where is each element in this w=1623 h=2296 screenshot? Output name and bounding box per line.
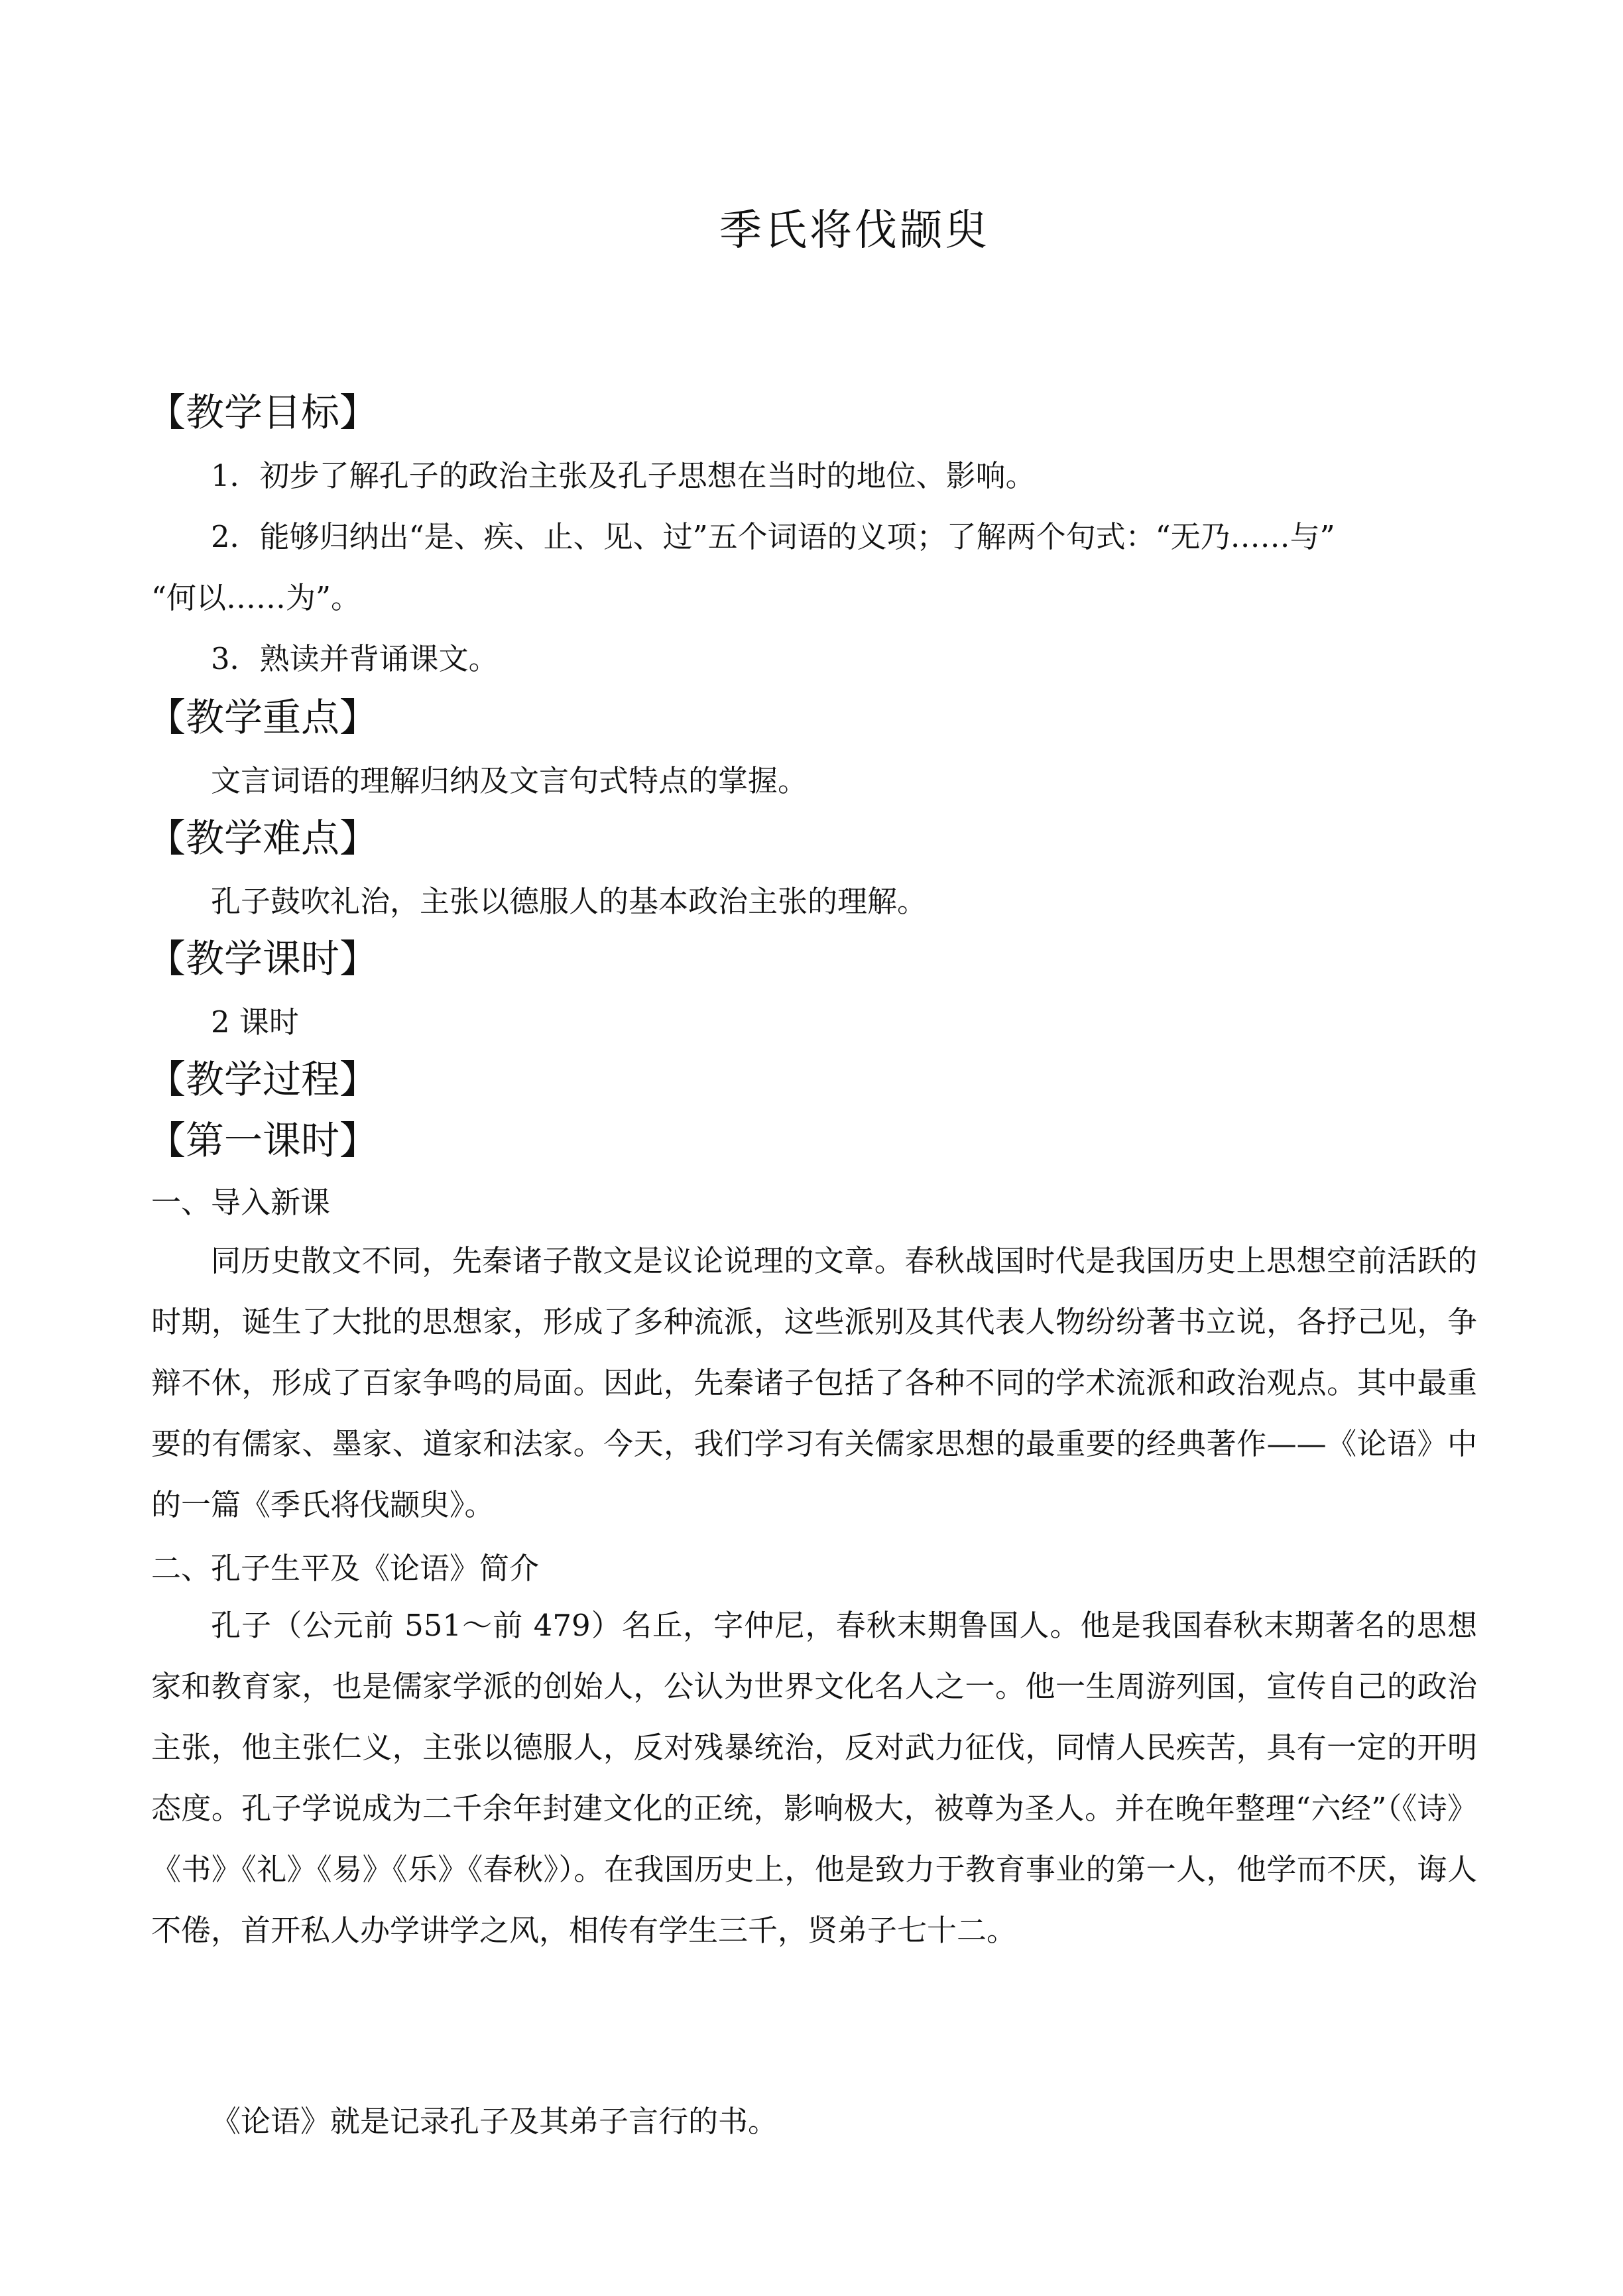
heading-first-period: 【第一课时】 xyxy=(147,1118,379,1163)
heading-process: 【教学过程】 xyxy=(147,1057,379,1102)
objective-item-2-line-2: “何以……为”。 xyxy=(151,580,361,615)
heading-periods: 【教学课时】 xyxy=(147,936,379,981)
section-2-paragraph: 孔子（公元前 551～前 479）名丘，字仲尼，春秋末期鲁国人。他是我国春秋末期著名的思想家和教育家，也是儒家学派的创始人，公认为世界文化名人之一。他一生周游列国，宣传自己的政治主张，他主张仁义，主张以德服人，反对残暴统治，反对武力征伐，同情人民疾苦，具有一定的开明态度。孔子学说成为二千余年封建文化的正统，影响极大，被尊为圣人。并在晚年整理“六经”（《诗》《书》《礼》《易》《乐》《春秋》）。在我国历史上，他是致力于教育事业的第一人，他学而不厌，诲人不倦，首开私人办学讲学之风，相传有学生三千，贤弟子七十二。 xyxy=(151,1608,1477,1948)
difficulties-text: 孔子鼓吹礼治，主张以德服人的基本政治主张的理解。 xyxy=(211,884,928,919)
objective-item-1: 1．初步了解孔子的政治主张及孔子思想在当时的地位、影响。 xyxy=(211,458,1036,493)
key-points-text: 文言词语的理解归纳及文言句式特点的掌握。 xyxy=(211,763,808,798)
document-title: 季氏将伐颛臾 xyxy=(719,206,990,255)
section-2-heading: 二、孔子生平及《论语》简介 xyxy=(151,1551,540,1586)
periods-text: 2 课时 xyxy=(211,1004,299,1040)
objective-item-3: 3．熟读并背诵课文。 xyxy=(211,641,499,676)
heading-key-points: 【教学重点】 xyxy=(147,695,379,740)
section-2-closing: 《论语》就是记录孔子及其弟子言行的书。 xyxy=(211,2104,778,2139)
objective-item-2-line-1: 2．能够归纳出“是、疾、止、见、过”五个词语的义项；了解两个句式：“无乃……与” xyxy=(211,519,1335,554)
heading-difficulties: 【教学难点】 xyxy=(147,816,379,861)
heading-objectives: 【教学目标】 xyxy=(147,390,379,435)
section-1-paragraph: 同历史散文不同，先秦诸子散文是议论说理的文章。春秋战国时代是我国历史上思想空前活跃的时期，诞生了大批的思想家，形成了多种流派，这些派别及其代表人物纷纷著书立说，各抒己见，争辩不休，形成了百家争鸣的局面。因此，先秦诸子包括了各种不同的学术流派和政治观点。其中最重要的有儒家、墨家、道家和法家。今天，我们学习有关儒家思想的最重要的经典著作——《论语》中的一篇《季氏将伐颛臾》。 xyxy=(151,1243,1477,1522)
section-1-heading: 一、导入新课 xyxy=(151,1185,331,1220)
